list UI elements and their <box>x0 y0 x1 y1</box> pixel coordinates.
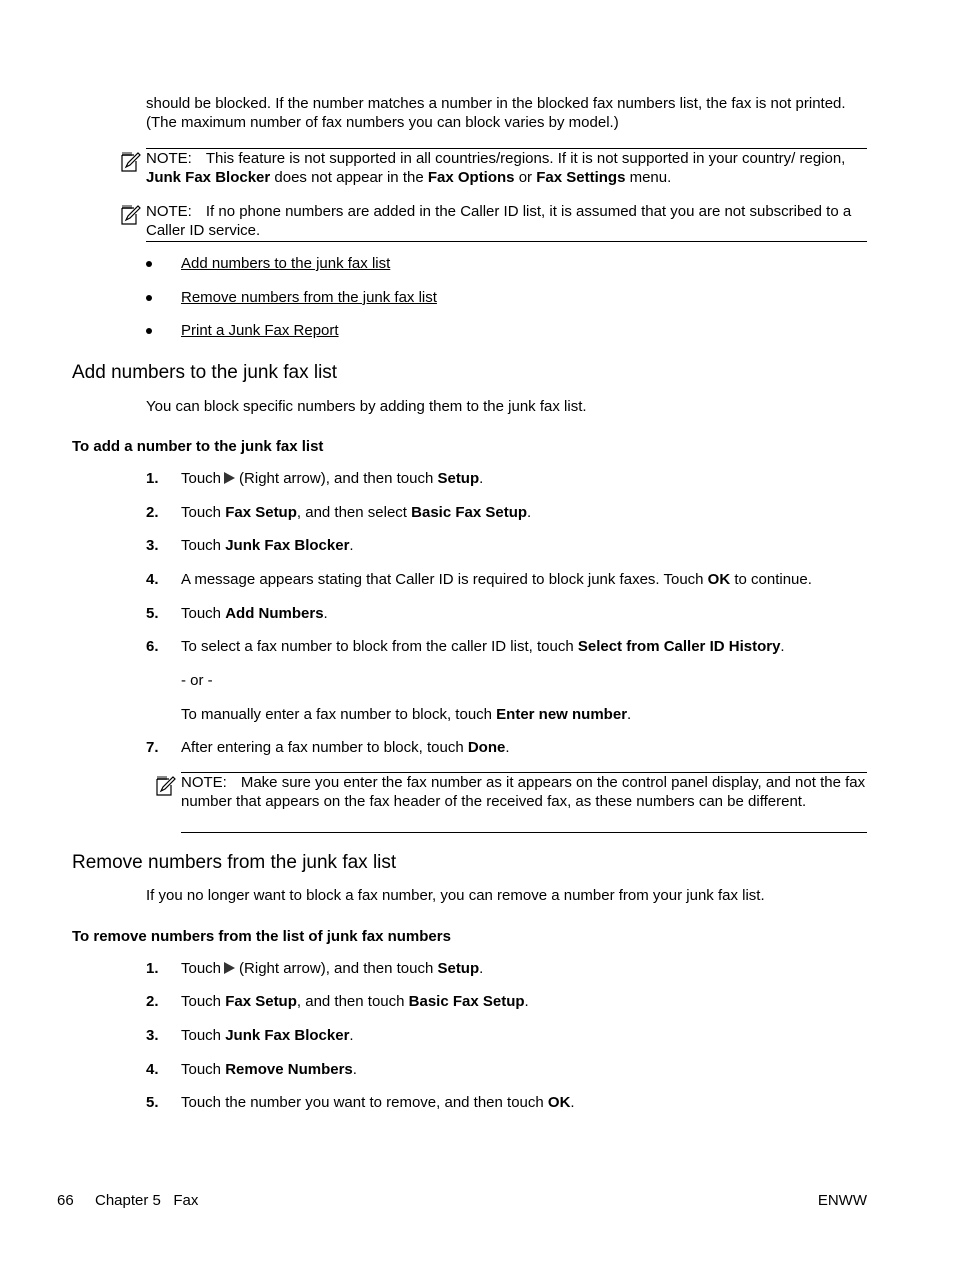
step-number: 1. <box>146 960 159 977</box>
step-term: Enter new number <box>496 706 628 723</box>
note-icon <box>120 204 142 226</box>
procedure-heading: To remove numbers from the list of junk fax numbers <box>72 928 451 945</box>
step-text: (Right arrow), and then touch <box>239 470 438 487</box>
section-paragraph: If you no longer want to block a fax number, you can remove a number from your junk fax list. <box>146 887 765 904</box>
step-text: . <box>627 706 632 723</box>
step-term: Fax Setup <box>225 504 297 521</box>
section-heading-add: Add numbers to the junk fax list <box>72 362 338 383</box>
step-term: Fax Setup <box>225 993 297 1010</box>
note-icon <box>155 775 177 797</box>
note-text: menu. <box>625 169 672 186</box>
step-text: , and then select <box>296 504 412 521</box>
note-box <box>120 201 867 240</box>
note-text: This feature is not supported in all countries/regions. If it is not supported in your country/ region, <box>205 150 846 167</box>
step-text: , and then touch <box>296 993 409 1010</box>
step-number: 4. <box>146 1061 159 1078</box>
note-rule <box>146 148 867 149</box>
step-alternative <box>181 705 631 724</box>
step-term: Basic Fax Setup <box>411 504 528 521</box>
step-number: 6. <box>146 638 159 655</box>
step-number: 2. <box>146 993 159 1010</box>
step-text: . <box>323 605 328 622</box>
bullet-icon <box>146 295 152 301</box>
step-term: Remove Numbers <box>225 1061 353 1078</box>
step-text: A message appears stating that Caller ID is required to block junk faxes. Touch <box>181 571 708 588</box>
step-text: . <box>479 960 484 977</box>
step-number: 7. <box>146 739 159 756</box>
step-term: Setup <box>437 470 480 487</box>
page-number: 66 <box>57 1192 74 1209</box>
note-rule <box>181 832 867 833</box>
step-text: To select a fax number to block from the caller ID list, touch <box>181 638 578 655</box>
note-term: Fax Options <box>427 169 515 186</box>
step-text: (Right arrow), and then touch <box>239 960 438 977</box>
document-code: ENWW <box>817 1192 867 1209</box>
step-number: 5. <box>146 1094 159 1111</box>
step-number: 1. <box>146 470 159 487</box>
step-number: 3. <box>146 1027 159 1044</box>
note-text: If no phone numbers are added in the Caller ID list, it is assumed that you are not subscribed to a Caller ID service. <box>146 203 852 239</box>
step-text: . <box>780 638 785 655</box>
note-label: NOTE: <box>181 774 227 791</box>
procedure-heading: To add a number to the junk fax list <box>72 438 324 455</box>
step-text: Touch <box>181 1027 226 1044</box>
step-text: Touch <box>181 993 226 1010</box>
step-text: Touch <box>181 605 226 622</box>
step-text: Touch <box>181 537 226 554</box>
bullet-icon <box>146 328 152 334</box>
note-term: Fax Settings <box>536 169 626 186</box>
note-text: or <box>514 169 537 186</box>
note-rule <box>181 772 867 773</box>
step-text: Touch <box>181 504 226 521</box>
chapter-label: Chapter 5 Fax <box>95 1192 199 1209</box>
step-text: to continue. <box>730 571 812 588</box>
link-add-numbers[interactable]: Add numbers to the junk fax list <box>181 255 391 272</box>
right-arrow-icon <box>224 962 235 974</box>
note-label: NOTE: <box>146 150 192 167</box>
step-text: . <box>505 739 510 756</box>
step-text: Touch the number you want to remove, and then touch <box>181 1094 548 1111</box>
or-separator: - or - <box>181 672 213 689</box>
step-number: 4. <box>146 571 159 588</box>
step-term: Basic Fax Setup <box>408 993 525 1010</box>
step-term: Select from Caller ID History <box>577 638 781 655</box>
note-text: Make sure you enter the fax number as it appears on the control panel display, and not the fax number that appears on the fax header of the received fax, as these numbers can be different. <box>181 774 866 810</box>
step-text: . <box>479 470 484 487</box>
step-number: 3. <box>146 537 159 554</box>
step-text: . <box>352 1061 357 1078</box>
note-term: Junk Fax Blocker <box>146 169 271 186</box>
step-term: Junk Fax Blocker <box>225 537 350 554</box>
note-label: NOTE: <box>146 203 192 220</box>
step-number: 2. <box>146 504 159 521</box>
note-rule <box>146 241 867 242</box>
step-term: Add Numbers <box>225 605 324 622</box>
step-term: OK <box>547 1094 571 1111</box>
step-term: Done <box>467 739 506 756</box>
step-number: 5. <box>146 605 159 622</box>
step-text: After entering a fax number to block, touch <box>181 739 468 756</box>
step-text: . <box>570 1094 575 1111</box>
intro-paragraph: should be blocked. If the number matches a number in the blocked fax numbers list, the fax is not printed. (The maximum number of fax numbers you can block varies by model.) <box>146 95 846 131</box>
step-term: OK <box>707 571 731 588</box>
section-paragraph: You can block specific numbers by adding them to the junk fax list. <box>146 398 587 415</box>
step-term: Setup <box>437 960 480 977</box>
link-print-report[interactable]: Print a Junk Fax Report <box>181 322 339 339</box>
link-remove-numbers[interactable]: Remove numbers from the junk fax list <box>181 289 437 306</box>
step-text: . <box>349 1027 354 1044</box>
note-text: does not appear in the <box>270 169 428 186</box>
step-text: Touch <box>181 470 222 487</box>
step-text: To manually enter a fax number to block, touch <box>181 706 497 723</box>
note-box <box>120 148 867 187</box>
step-text: . <box>349 537 354 554</box>
step-term: Junk Fax Blocker <box>225 1027 350 1044</box>
bullet-icon <box>146 261 152 267</box>
step-text: Touch <box>181 960 222 977</box>
note-box <box>155 772 867 811</box>
step-text: Touch <box>181 1061 226 1078</box>
section-heading-remove: Remove numbers from the junk fax list <box>72 852 397 873</box>
step-text: . <box>527 504 532 521</box>
note-icon <box>120 151 142 173</box>
right-arrow-icon <box>224 472 235 484</box>
step-text: . <box>524 993 529 1010</box>
